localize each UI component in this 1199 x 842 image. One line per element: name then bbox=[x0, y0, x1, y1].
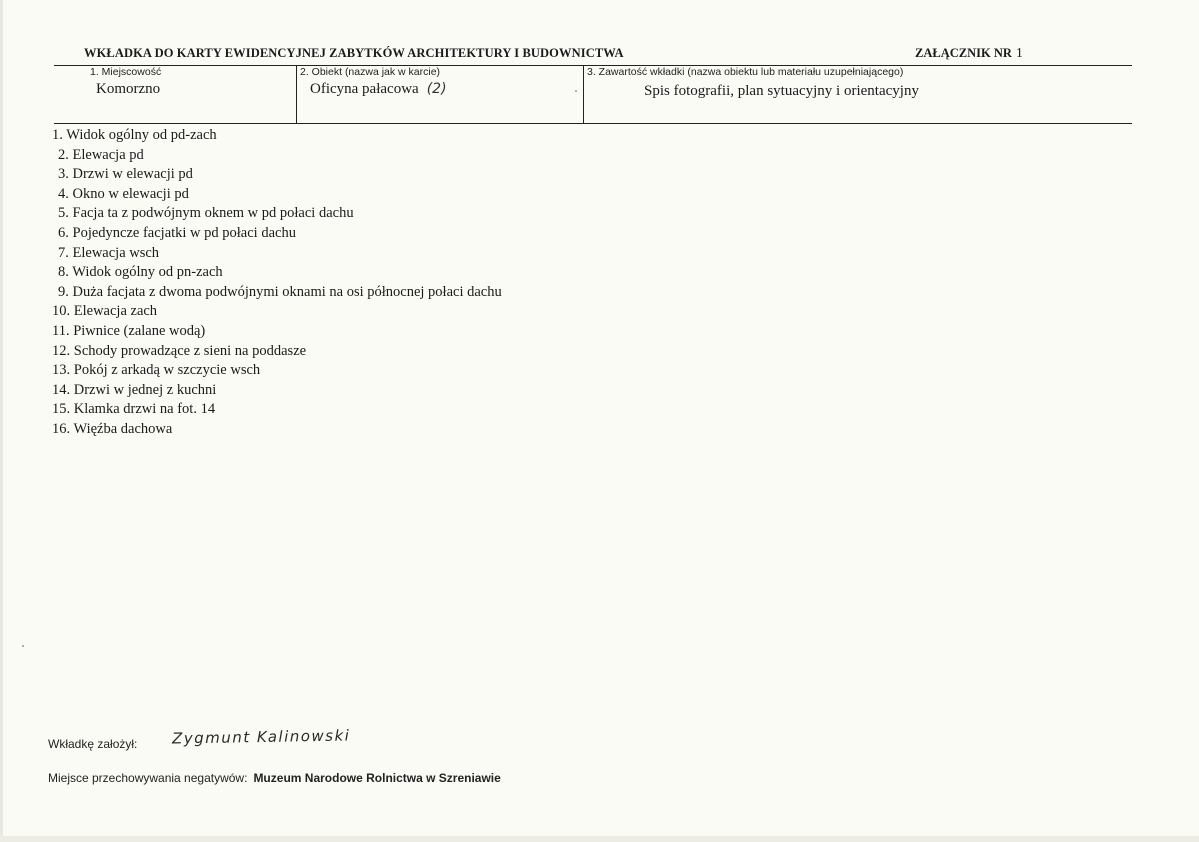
list-item: 3. Drzwi w elewacji pd bbox=[58, 166, 193, 183]
annex-label: ZAŁĄCZNIK NR bbox=[915, 46, 1012, 60]
list-item: 10. Elewacja zach bbox=[52, 303, 158, 320]
list-item: 4. Okno w elewacji pd bbox=[58, 185, 189, 202]
list-item: 16. Więźba dachowa bbox=[52, 420, 173, 437]
column-divider-1 bbox=[296, 65, 297, 123]
locality-label: 1. Miejscowość bbox=[90, 66, 162, 78]
list-item: 2. Elewacja pd bbox=[58, 146, 144, 163]
author-signature: Zygmunt Kalinowski bbox=[171, 726, 351, 748]
list-item: 6. Pojedyncze facjatki w pd połaci dachu bbox=[58, 224, 296, 241]
list-item: 1. Widok ogólny od pd-zach bbox=[52, 127, 217, 143]
scan-speck bbox=[22, 645, 24, 647]
object-handwritten-note: (2) bbox=[426, 81, 447, 97]
annex-number: 1 bbox=[1015, 46, 1023, 61]
scan-edge-bottom bbox=[0, 836, 1199, 842]
object-value: Oficyna pałacowa bbox=[310, 81, 419, 97]
list-item: 11. Piwnice (zalane wodą) bbox=[52, 322, 206, 339]
list-item: 13. Pokój z arkadą w szczycie wsch bbox=[52, 362, 261, 379]
locality-value: Komorzno bbox=[96, 81, 161, 97]
storage-label: Miejsce przechowywania negatywów: bbox=[48, 771, 248, 785]
object-value-line bbox=[310, 81, 447, 98]
storage-value: Muzeum Narodowe Rolnictwa w Szreniawie bbox=[253, 771, 501, 785]
content-label: 3. Zawartość wkładki (nazwa obiektu lub materiału uzupełniającego) bbox=[587, 66, 904, 78]
annex-heading bbox=[915, 46, 1023, 62]
author-label: Wkładkę założył: bbox=[48, 737, 138, 751]
content-value: Spis fotografii, plan sytuacyjny i orientacyjny bbox=[644, 83, 919, 99]
list-item: 8. Widok ogólny od pn-zach bbox=[58, 264, 223, 281]
list-item: 15. Klamka drzwi na fot. 14 bbox=[52, 401, 216, 418]
column-divider-2 bbox=[583, 65, 584, 123]
table-bottom-rule bbox=[54, 123, 1132, 124]
list-item: 5. Facja ta z podwójnym oknem w pd połaci dachu bbox=[58, 205, 354, 222]
photo-list bbox=[52, 126, 502, 440]
form-title: WKŁADKA DO KARTY EWIDENCYJNEJ ZABYTKÓW ARCHITEKTURY I BUDOWNICTWA bbox=[84, 46, 624, 60]
list-item: 12. Schody prowadzące z sieni na poddasze bbox=[52, 342, 307, 359]
list-item: 9. Duża facjata z dwoma podwójnymi oknami na osi północnej połaci dachu bbox=[58, 283, 502, 300]
list-item: 7. Elewacja wsch bbox=[58, 244, 160, 261]
list-item: 14. Drzwi w jednej z kuchni bbox=[52, 381, 217, 398]
scan-edge-left bbox=[0, 0, 3, 842]
scan-speck bbox=[575, 90, 577, 92]
object-label: 2. Obiekt (nazwa jak w karcie) bbox=[300, 66, 441, 78]
storage-line bbox=[48, 771, 501, 785]
